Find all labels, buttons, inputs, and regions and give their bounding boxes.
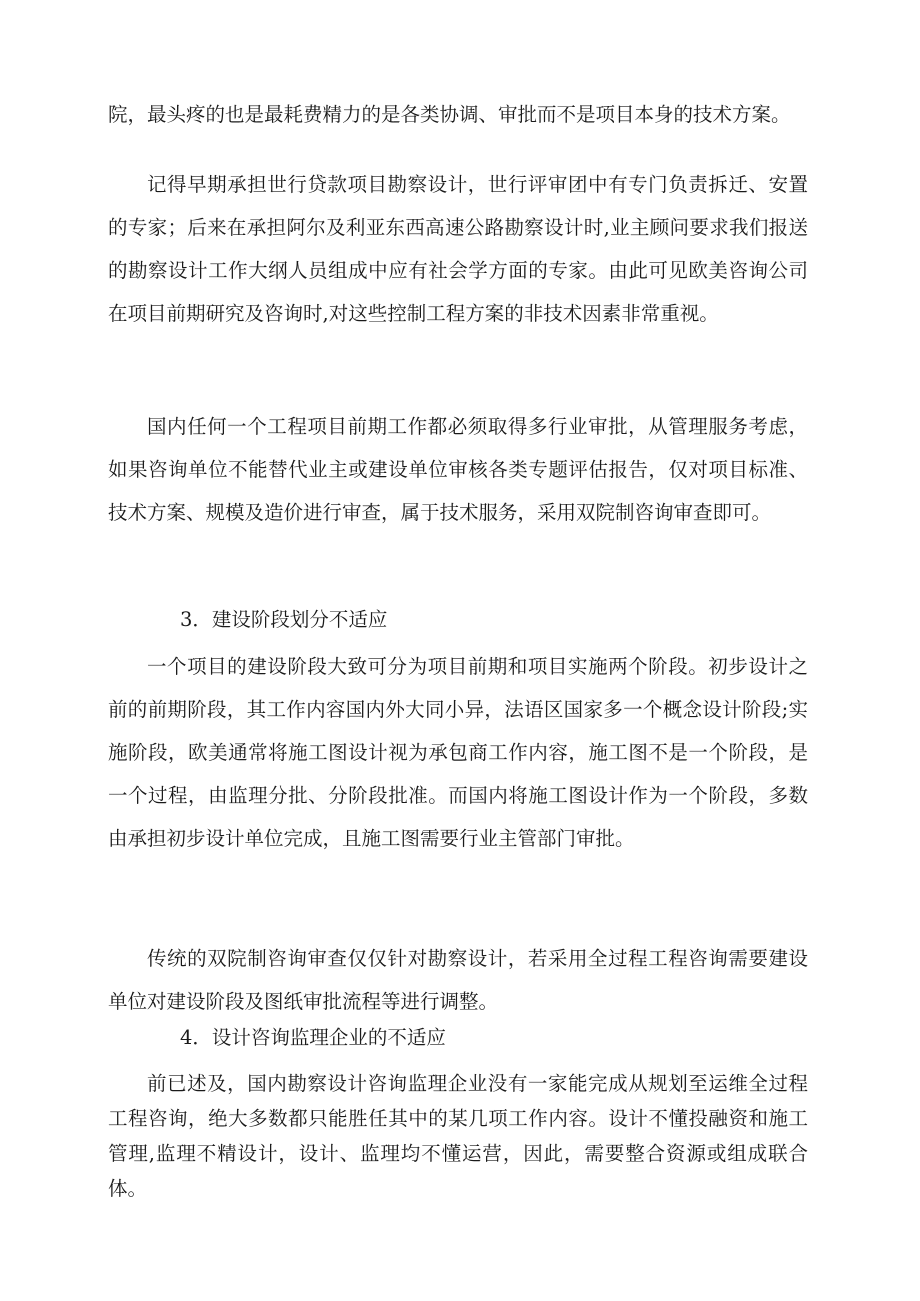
paragraph-enterprise-capability: 前已述及，国内勘察设计咨询监理企业没有一家能完成从规划至运维全过程工程咨询，绝大多数都只能胜任其中的某几项工作内容。设计不懂投融资和施工管理,监理不精设计，设计、监理均不懂运营，因此，需要整合资源或组成联合体。	[108, 1072, 808, 1200]
paragraph-dual-institute-review: 传统的双院制咨询审查仅仅针对勘察设计，若采用全过程工程咨询需要建设单位对建设阶段及图纸审批流程等进行调整。	[108, 947, 808, 1013]
paragraph-world-bank-experience: 记得早期承担世行贷款项目勘察设计，世行评审团中有专门负责拆迁、安置的专家；后来在承担阿尔及利亚东西高速公路勘察设计时,业主顾问要求我们报送的勘察设计工作大纲人员组成中应有社会学方面的专家。由此可见欧美咨询公司在项目前期研究及咨询时,对这些控制工程方案的非技术因素非常重视。	[108, 173, 808, 325]
paragraph-domestic-approval: 国内任何一个工程项目前期工作都必须取得多行业审批，从管理服务考虑，如果咨询单位不能替代业主或建设单位审核各类专题评估报告，仅对项目标准、技术方案、规模及造价进行审查，属于技术服务，采用双院制咨询审查即可。	[108, 415, 808, 524]
paragraph-construction-stages: 一个项目的建设阶段大致可分为项目前期和项目实施两个阶段。初步设计之前的前期阶段，其工作内容国内外大同小异，法语区国家多一个概念设计阶段;实施阶段，欧美通常将施工图设计视为承包商工作内容，施工图不是一个阶段，是一个过程，由监理分批、分阶段批准。而国内将施工图设计作为一个阶段，多数由承担初步设计单位完成，且施工图需要行业主管部门审批。	[108, 655, 808, 850]
section-heading-3: 3．建设阶段划分不适应	[180, 608, 388, 631]
section-heading-4: 4．设计咨询监理企业的不适应	[180, 1026, 446, 1049]
paragraph-intro-continuation: 院，最头疼的也是最耗费精力的是各类协调、审批而不是项目本身的技术方案。	[108, 103, 791, 126]
